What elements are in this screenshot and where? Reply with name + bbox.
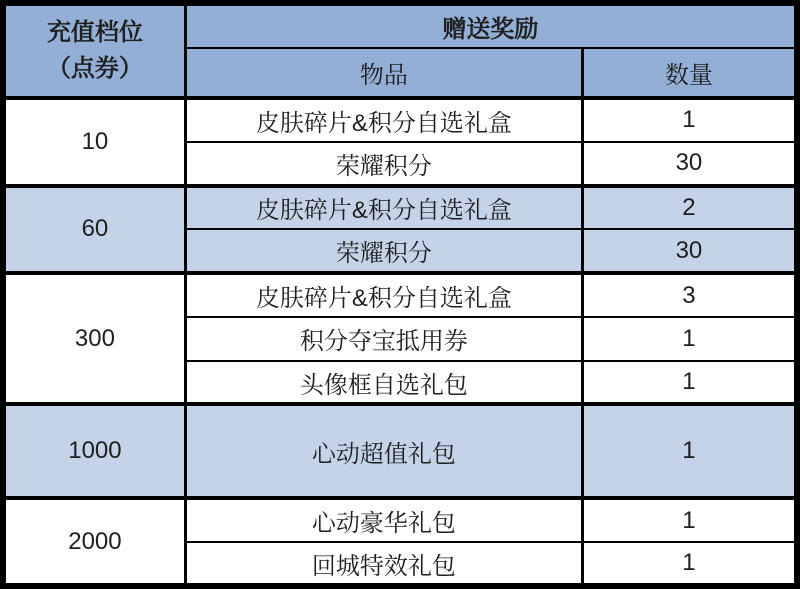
tier-column-header	[3, 3, 185, 98]
table-row	[3, 404, 797, 498]
table-row	[3, 186, 797, 230]
qty-column-header: 数量	[582, 48, 797, 98]
reward-qty: 1	[582, 498, 797, 542]
reward-qty: 1	[582, 404, 797, 498]
reward-item: 心动超值礼包	[185, 404, 582, 498]
header-row-top	[3, 3, 797, 48]
reward-qty: 2	[582, 186, 797, 230]
reward-qty: 3	[582, 273, 797, 317]
reward-qty: 1	[582, 361, 797, 405]
table-row	[3, 98, 797, 142]
rewards-column-header: 赠送奖励	[185, 3, 797, 48]
reward-qty: 1	[582, 542, 797, 586]
tier-amount: 300	[3, 273, 185, 404]
tier-amount: 1000	[3, 404, 185, 498]
tier-amount: 60	[3, 186, 185, 274]
reward-qty: 1	[582, 98, 797, 142]
tier-header-line2: （点券）	[46, 55, 143, 82]
reward-qty: 30	[582, 229, 797, 273]
reward-item: 皮肤碎片&积分自选礼盒	[185, 186, 582, 230]
reward-item: 荣耀积分	[185, 229, 582, 273]
reward-item: 心动豪华礼包	[185, 498, 582, 542]
reward-item: 头像框自选礼包	[185, 361, 582, 405]
table-row	[3, 273, 797, 317]
reward-qty: 1	[582, 317, 797, 361]
reward-item: 皮肤碎片&积分自选礼盒	[185, 98, 582, 142]
reward-item: 荣耀积分	[185, 142, 582, 186]
reward-item: 积分夺宝抵用券	[185, 317, 582, 361]
tier-header-line1: 充值档位	[46, 19, 143, 46]
reward-item: 回城特效礼包	[185, 542, 582, 586]
tier-amount: 2000	[3, 498, 185, 586]
tier-amount: 10	[3, 98, 185, 186]
table-row	[3, 498, 797, 542]
reward-item: 皮肤碎片&积分自选礼盒	[185, 273, 582, 317]
item-column-header: 物品	[185, 48, 582, 98]
reward-qty: 30	[582, 142, 797, 186]
